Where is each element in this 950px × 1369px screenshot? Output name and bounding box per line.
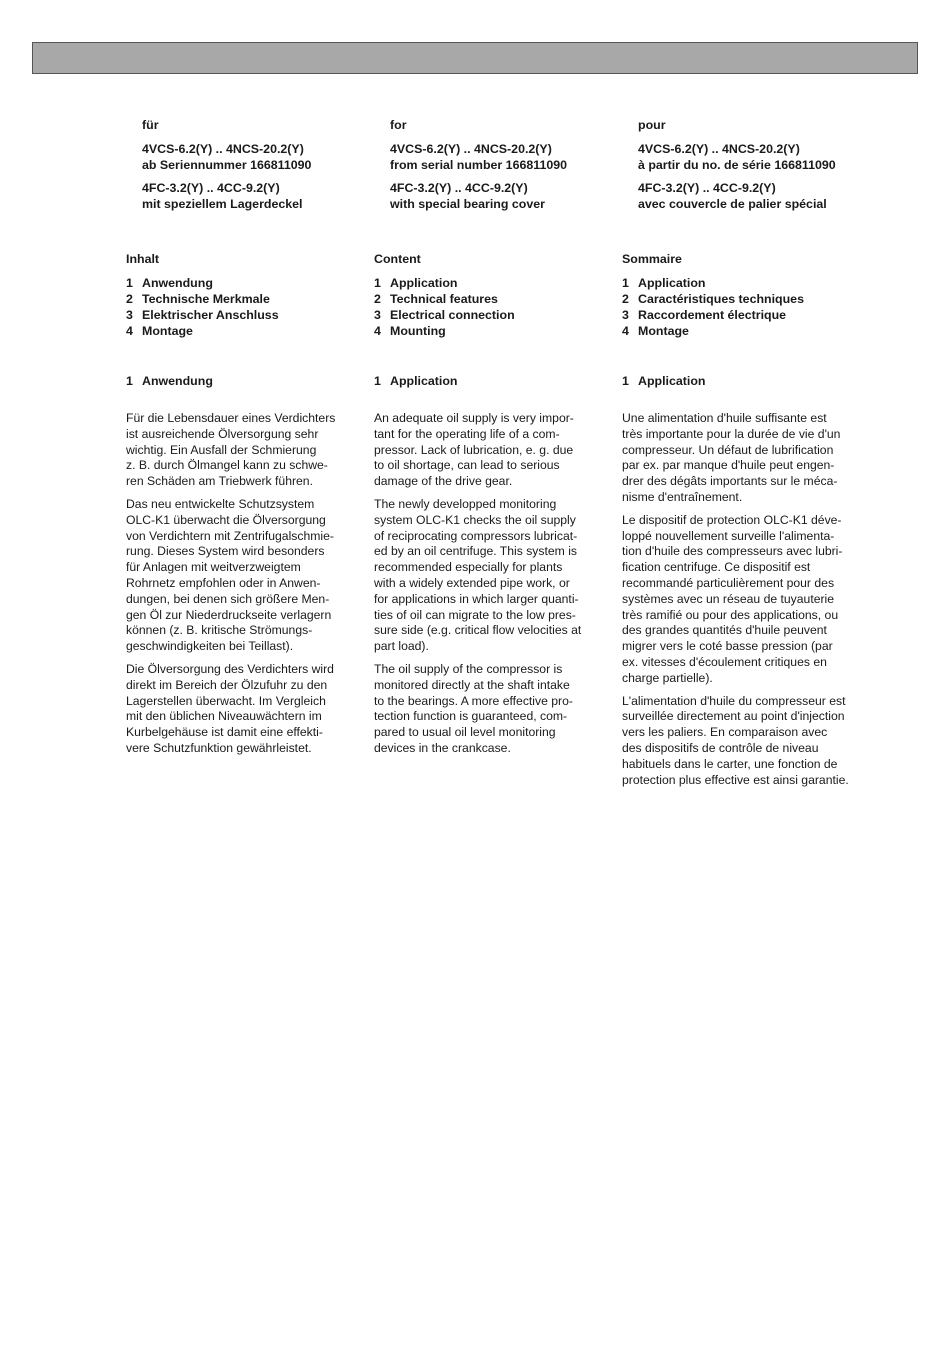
paragraph-line: recommended especially for plants (374, 560, 563, 575)
toc-item-label: Montage (638, 324, 689, 338)
toc-item (622, 307, 872, 323)
model-range (638, 141, 836, 173)
for-label: for (390, 118, 407, 132)
paragraph-line: des grandes quantités d'huile peuvent (622, 623, 827, 638)
paragraph-line: tion d'huile des compresseurs avec lubri- (622, 544, 843, 559)
model-range (142, 180, 311, 212)
applicability-block (390, 117, 567, 219)
toc-item (126, 275, 358, 291)
paragraph-line: system OLC-K1 checks the oil supply (374, 512, 576, 527)
paragraph-line: wichtig. Ein Ausfall der Schmierung (126, 442, 317, 457)
paragraph-line: ex. vitesses d'écoulement critiques en (622, 654, 827, 669)
paragraph-line: des dispositifs de contrôle de niveau (622, 740, 819, 755)
paragraph-line: An adequate oil supply is very impor- (374, 411, 574, 425)
model-line: 4FC-3.2(Y) .. 4CC-9.2(Y) (390, 181, 528, 195)
toc-item (126, 307, 358, 323)
header-bar (32, 42, 918, 74)
paragraph-line: Das neu entwickelte Schutzsystem (126, 496, 315, 511)
model-line: 4FC-3.2(Y) .. 4CC-9.2(Y) (638, 181, 776, 195)
paragraph-line: Une alimentation d'huile suffisante est (622, 411, 827, 425)
paragraph-line: dungen, bei denen sich größere Men- (126, 591, 330, 606)
paragraph-line: tant for the operating life of a com- (374, 426, 560, 441)
model-line: from serial number 166811090 (390, 158, 568, 172)
toc-item (126, 323, 358, 339)
paragraph-line: ist ausreichende Ölversorgung sehr (126, 426, 319, 441)
model-line: mit speziellem Lagerdeckel (142, 197, 303, 211)
toc-item (374, 291, 606, 307)
paragraph-line: to oil shortage, can lead to serious (374, 458, 560, 473)
paragraph-line: sure side (e.g. critical flow velocities at (374, 623, 582, 638)
paragraph-line: with a widely extended pipe work, or (374, 575, 570, 590)
paragraph-line: Le dispositif de protection OLC-K1 déve- (622, 512, 842, 527)
paragraph-line: nisme d'entraînement. (622, 489, 743, 504)
paragraph-line: gen Öl zur Niederdruckseite verlagern (126, 607, 332, 622)
section-title: Application (638, 374, 706, 388)
toc-item-number: 2 (374, 292, 381, 306)
toc-item-label: Mounting (390, 324, 446, 338)
section-number: 1 (622, 374, 629, 388)
paragraph-line: loppé nouvellement surveille l'alimenta- (622, 528, 835, 543)
paragraph-line: of reciprocating compressors lubricat- (374, 528, 578, 543)
paragraph-line: fication centrifuge. Ce dispositif est (622, 560, 811, 575)
paragraph-line: rung. Dieses System wird besonders (126, 544, 325, 559)
toc-item-number: 4 (374, 324, 381, 338)
paragraph-line: migrer vers le coté basse pression (par (622, 639, 833, 654)
toc-item-label: Electrical connection (390, 308, 515, 322)
paragraph-line: mit den üblichen Niveauwächtern im (126, 709, 322, 724)
table-of-contents (622, 251, 872, 339)
paragraph-line: systèmes avec un réseau de tuyauterie (622, 591, 835, 606)
toc-item-label: Raccordement électrique (638, 308, 787, 322)
paragraph-line: OLC-K1 überwacht die Ölversorgung (126, 512, 326, 527)
for-label: pour (638, 118, 666, 132)
model-line: 4VCS-6.2(Y) .. 4NCS-20.2(Y) (390, 142, 552, 156)
paragraph-line: to the bearings. A more effective pro- (374, 693, 573, 708)
section-title: Anwendung (142, 374, 213, 388)
paragraph-line: par ex. par manque d'huile peut engen- (622, 458, 835, 473)
model-range (142, 141, 311, 173)
paragraph-line: vere Schutzfunktion gewährleistet. (126, 740, 312, 755)
paragraph-line: protection plus effective est ainsi garantie. (622, 772, 849, 787)
paragraph-line: ren Schäden am Triebwerk führen. (126, 474, 313, 489)
paragraph-line: pressor. Lack of lubrication, e. g. due (374, 442, 574, 457)
toc-item-label: Application (390, 276, 458, 290)
toc-item-number: 3 (374, 308, 381, 322)
paragraph (126, 662, 358, 757)
paragraph-line: part load). (374, 639, 429, 654)
toc-item-label: Technische Merkmale (142, 292, 270, 306)
paragraph-line: compresseur. Un défaut de lubrification (622, 442, 834, 457)
toc-item-label: Application (638, 276, 706, 290)
section-number: 1 (374, 374, 381, 388)
toc-item-number: 3 (126, 308, 133, 322)
paragraph-line: von Verdichtern mit Zentrifugalschmie- (126, 528, 334, 543)
paragraph-line: L'alimentation d'huile du compresseur est (622, 693, 846, 708)
toc-item-label: Anwendung (142, 276, 213, 290)
paragraph-line: charge partielle). (622, 670, 713, 685)
paragraph-line: très ramifié ou pour des applications, ou (622, 607, 839, 622)
paragraph-line: geschwindigkeiten bei Teillast). (126, 639, 294, 654)
paragraph-line: z. B. durch Ölmangel kann zu schwe- (126, 458, 328, 473)
paragraph (126, 411, 358, 490)
paragraph-line: drer des dégâts importants sur le méca- (622, 474, 838, 489)
model-line: avec couvercle de palier spécial (638, 197, 827, 211)
toc-item-number: 4 (126, 324, 133, 338)
model-line: 4VCS-6.2(Y) .. 4NCS-20.2(Y) (142, 142, 304, 156)
toc-title: Inhalt (126, 252, 160, 266)
paragraph-line: ties of oil can migrate to the low pres- (374, 607, 576, 622)
model-range (638, 180, 836, 212)
section-body (126, 411, 358, 764)
paragraph-line: The oil supply of the compressor is (374, 661, 563, 676)
paragraph-line: für Anlagen mit weitverzweigtem (126, 560, 301, 575)
applicability-block (142, 117, 311, 219)
paragraph (374, 497, 606, 655)
table-of-contents (126, 251, 358, 339)
model-range (390, 180, 567, 212)
toc-title: Content (374, 252, 421, 266)
toc-item-number: 3 (622, 308, 629, 322)
toc-item-number: 1 (374, 276, 381, 290)
paragraph-line: monitored directly at the shaft intake (374, 677, 570, 692)
toc-item-label: Technical features (390, 292, 498, 306)
section-heading (374, 373, 457, 389)
paragraph (622, 694, 872, 789)
paragraph-line: direkt im Bereich der Ölzufuhr zu den (126, 677, 328, 692)
toc-item-label: Caractéristiques techniques (638, 292, 804, 306)
toc-title: Sommaire (622, 252, 682, 266)
toc-item-label: Montage (142, 324, 193, 338)
applicability-block (638, 117, 836, 219)
paragraph-line: devices in the crankcase. (374, 740, 511, 755)
paragraph-line: können (z. B. kritische Strömungs- (126, 623, 313, 638)
model-line: 4FC-3.2(Y) .. 4CC-9.2(Y) (142, 181, 280, 195)
toc-item-number: 1 (126, 276, 133, 290)
toc-item (622, 291, 872, 307)
paragraph-line: Lagerstellen überwacht. Im Vergleich (126, 693, 326, 708)
toc-item (126, 291, 358, 307)
section-title: Application (390, 374, 458, 388)
paragraph-line: ed by an oil centrifuge. This system is (374, 544, 577, 559)
toc-item (374, 275, 606, 291)
paragraph-line: habituels dans le carter, une fonction de (622, 756, 838, 771)
section-number: 1 (126, 374, 133, 388)
paragraph-line: damage of the drive gear. (374, 474, 513, 489)
model-line: with special bearing cover (390, 197, 545, 211)
paragraph-line: for applications in which larger quanti- (374, 591, 579, 606)
toc-item-number: 1 (622, 276, 629, 290)
paragraph (374, 411, 606, 490)
model-line: 4VCS-6.2(Y) .. 4NCS-20.2(Y) (638, 142, 800, 156)
paragraph-line: surveillée directement au point d'injection (622, 709, 845, 724)
paragraph-line: The newly developped monitoring (374, 496, 557, 511)
paragraph-line: Rohrnetz empfohlen oder in Anwen- (126, 575, 321, 590)
paragraph-line: Kurbelgehäuse ist damit eine effekti- (126, 725, 323, 740)
section-body (374, 411, 606, 764)
paragraph-line: vers les paliers. En comparaison avec (622, 725, 828, 740)
section-body (622, 411, 872, 795)
paragraph-line: pared to usual oil level monitoring (374, 725, 556, 740)
model-range (390, 141, 567, 173)
toc-item-number: 2 (126, 292, 133, 306)
model-line: ab Seriennummer 166811090 (142, 158, 312, 172)
table-of-contents (374, 251, 606, 339)
toc-item-number: 4 (622, 324, 629, 338)
paragraph (126, 497, 358, 655)
toc-item (622, 323, 872, 339)
paragraph-line: tection function is guaranteed, com- (374, 709, 568, 724)
section-heading (126, 373, 213, 389)
paragraph (622, 513, 872, 687)
paragraph (622, 411, 872, 506)
section-heading (622, 373, 705, 389)
paragraph-line: recommandé particulièrement pour des (622, 575, 835, 590)
paragraph-line: Die Ölversorgung des Verdichters wird (126, 661, 334, 676)
for-label: für (142, 118, 159, 132)
paragraph-line: très importante pour la durée de vie d'un (622, 426, 841, 441)
model-line: à partir du no. de série 166811090 (638, 158, 836, 172)
toc-item-label: Elektrischer Anschluss (142, 308, 279, 322)
toc-item (374, 323, 606, 339)
paragraph (374, 662, 606, 757)
paragraph-line: Für die Lebensdauer eines Verdichters (126, 411, 336, 425)
toc-item (374, 307, 606, 323)
toc-item-number: 2 (622, 292, 629, 306)
toc-item (622, 275, 872, 291)
